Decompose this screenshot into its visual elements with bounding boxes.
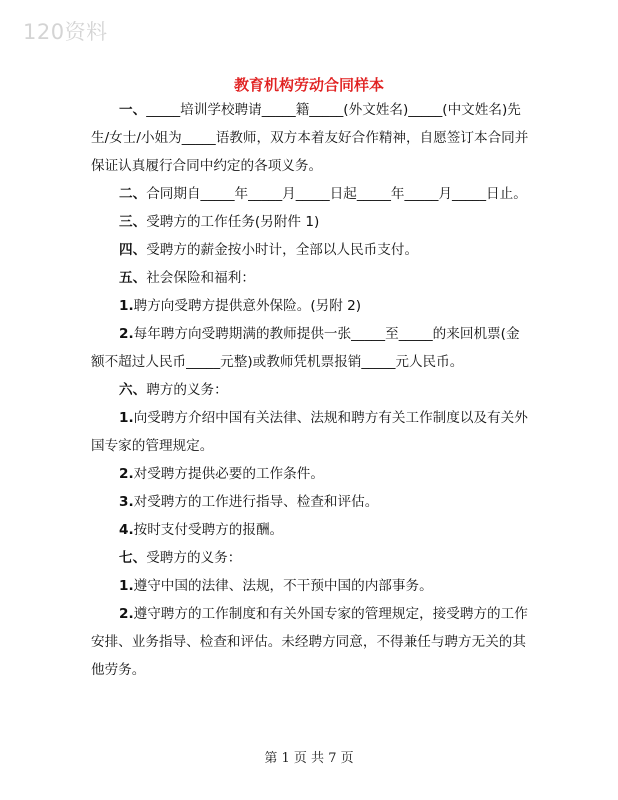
clause-text: _____培训学校聘请_____籍_____(外文姓名)_____(中文姓名)先生/女士/小姐为_____语教师，双方本着友好合作精神，自愿签订本合同并保证认真履行合同中约定的各项义务。 xyxy=(91,102,529,174)
clause-number: 七、 xyxy=(119,550,147,566)
item-text: 每年聘方向受聘期满的教师提供一张_____至_____的来回机票(金额不超过人民币_____元整)或教师凭机票报销_____元人民币。 xyxy=(91,326,520,370)
clause-text: 受聘方的工作任务(另附件 1) xyxy=(146,214,320,230)
document-title: 教育机构劳动合同样本 xyxy=(233,76,384,94)
clause-number: 五、 xyxy=(119,270,147,286)
item-text: 聘方向受聘方提供意外保险。(另附 2) xyxy=(133,298,362,314)
item-number: 4. xyxy=(119,522,134,538)
item-text: 按时支付受聘方的报酬。 xyxy=(133,522,284,538)
clause-7 xyxy=(91,544,531,572)
item-text: 遵守聘方的工作制度和有关外国专家的管理规定，接受聘方的工作安排、业务指导、检查和评估。未经聘方同意，不得兼任与聘方无关的其他劳务。 xyxy=(91,606,528,678)
clause-6 xyxy=(91,376,531,404)
item-number: 2. xyxy=(119,466,134,482)
clause-number: 二、 xyxy=(119,186,147,202)
clause-5-item-2 xyxy=(91,320,531,376)
clause-text: 合同期自_____年_____月_____日起_____年_____月_____日止。 xyxy=(146,186,527,202)
clause-6-item-1 xyxy=(91,404,531,460)
clause-4 xyxy=(91,236,531,264)
clause-text: 社会保险和福利： xyxy=(146,270,255,286)
clause-number: 六、 xyxy=(119,382,147,398)
clause-number: 四、 xyxy=(119,242,147,258)
clause-6-item-3 xyxy=(91,488,531,516)
item-text: 遵守中国的法律、法规，不干预中国的内部事务。 xyxy=(133,578,433,594)
item-number: 3. xyxy=(119,494,134,510)
clause-number: 三、 xyxy=(119,214,147,230)
item-text: 向受聘方介绍中国有关法律、法规和聘方有关工作制度以及有关外国专家的管理规定。 xyxy=(91,410,528,454)
item-number: 2. xyxy=(119,606,134,622)
clause-6-item-4 xyxy=(91,516,531,544)
clause-text: 受聘方的义务： xyxy=(146,550,242,566)
clause-1 xyxy=(91,96,531,180)
page-number: 第 1 页 共 7 页 xyxy=(264,751,354,766)
clause-5-item-1 xyxy=(91,292,531,320)
document-body xyxy=(91,96,531,684)
item-text: 对受聘方提供必要的工作条件。 xyxy=(133,466,324,482)
item-number: 2. xyxy=(119,326,134,342)
item-number: 1. xyxy=(119,410,134,426)
clause-2 xyxy=(91,180,531,208)
clause-text: 受聘方的薪金按小时计，全部以人民币支付。 xyxy=(146,242,419,258)
clause-text: 聘方的义务： xyxy=(146,382,228,398)
item-number: 1. xyxy=(119,298,134,314)
watermark-text: 120资料 xyxy=(23,20,108,44)
clause-7-item-2 xyxy=(91,600,531,684)
clause-6-item-2 xyxy=(91,460,531,488)
item-text: 对受聘方的工作进行指导、检查和评估。 xyxy=(133,494,379,510)
clause-7-item-1 xyxy=(91,572,531,600)
clause-number: 一、 xyxy=(119,102,147,118)
clause-5 xyxy=(91,264,531,292)
item-number: 1. xyxy=(119,578,134,594)
clause-3 xyxy=(91,208,531,236)
